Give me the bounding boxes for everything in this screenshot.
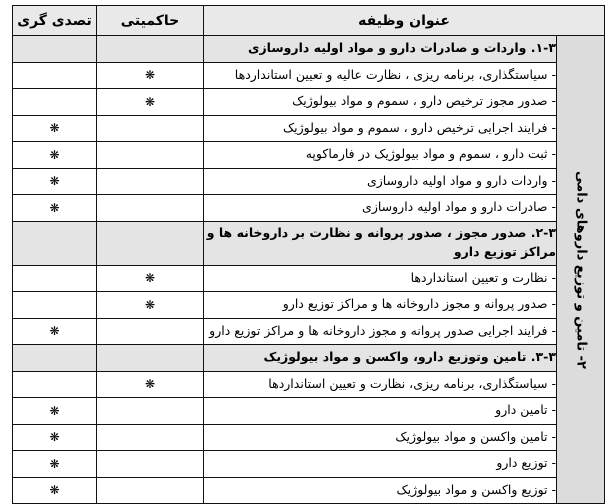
task-text: - صادرات دارو و مواد اولیه داروسازی (204, 195, 557, 222)
category-label: ۲- تامین و توزیع داروهای دامی (573, 170, 588, 369)
tasadi-mark (13, 265, 97, 292)
task-text: - سیاستگذاری، برنامه ریزی ، نظارت عالیه و تعیین استانداردها (204, 62, 557, 89)
task-text: - توزیع دارو (204, 451, 557, 478)
tasadi-mark (13, 62, 97, 89)
tasadi-mark: ❋ (13, 168, 97, 195)
table-body (13, 36, 605, 504)
section-title: ۳-۳. تامین وتوزیع دارو، واکسن و مواد بیولوژیک (204, 345, 557, 372)
tasadi-mark (13, 292, 97, 319)
table-row (13, 318, 605, 345)
section-row (13, 345, 605, 372)
hakemiyati-mark: ❋ (97, 62, 204, 89)
section-row (13, 221, 605, 265)
hakemiyati-mark: ❋ (97, 265, 204, 292)
hakemiyati-mark: ❋ (97, 89, 204, 116)
hakemiyati-mark (97, 345, 204, 372)
tasadi-mark: ❋ (13, 477, 97, 504)
hakemiyati-mark (97, 398, 204, 425)
hakemiyati-mark (97, 168, 204, 195)
tasadi-mark (13, 89, 97, 116)
table-row (13, 62, 605, 89)
tasadi-mark: ❋ (13, 451, 97, 478)
task-text: - تامین واکسن و مواد بیولوژیک (204, 424, 557, 451)
task-text: - فرایند اجرایی ترخیص دارو ، سموم و مواد بیولوژیک (204, 115, 557, 142)
task-text: - نظارت و تعیین استانداردها (204, 265, 557, 292)
tasadi-mark (13, 221, 97, 265)
header-hakemiyati: حاکمیتی (97, 6, 204, 36)
hakemiyati-mark (97, 451, 204, 478)
tasadi-mark: ❋ (13, 142, 97, 169)
tasadi-mark (13, 345, 97, 372)
tasadi-mark: ❋ (13, 195, 97, 222)
table-row (13, 398, 605, 425)
tasadi-mark: ❋ (13, 398, 97, 425)
category-cell (557, 36, 605, 504)
hakemiyati-mark (97, 115, 204, 142)
task-text: - واردات دارو و مواد اولیه داروسازی (204, 168, 557, 195)
section-row (13, 36, 605, 63)
hakemiyati-mark (97, 477, 204, 504)
tasadi-mark: ❋ (13, 318, 97, 345)
hakemiyati-mark: ❋ (97, 292, 204, 319)
table-row (13, 424, 605, 451)
hakemiyati-mark: ❋ (97, 371, 204, 398)
task-text: - صدور مجوز ترخیص دارو ، سموم و مواد بیولوژیک (204, 89, 557, 116)
hakemiyati-mark (97, 221, 204, 265)
hakemiyati-mark (97, 424, 204, 451)
section-title: ۲-۳. صدور مجوز ، صدور پروانه و نظارت بر داروخانه ها و مراکز توزیع دارو (204, 221, 557, 265)
table-row (13, 89, 605, 116)
section-title: ۱-۳. واردات و صادرات دارو و مواد اولیه داروسازی (204, 36, 557, 63)
header-row (13, 6, 605, 36)
tasadi-mark (13, 371, 97, 398)
table-row (13, 477, 605, 504)
table-row (13, 265, 605, 292)
table-row (13, 292, 605, 319)
table-row (13, 142, 605, 169)
table-row (13, 451, 605, 478)
table-row (13, 371, 605, 398)
table-row (13, 115, 605, 142)
task-text: - سیاستگذاری، برنامه ریزی، نظارت و تعیین استانداردها (204, 371, 557, 398)
task-text: - ثبت دارو ، سموم و مواد بیولوژیک در فارماکوپه (204, 142, 557, 169)
hakemiyati-mark (97, 36, 204, 63)
tasadi-mark: ❋ (13, 424, 97, 451)
hakemiyati-mark (97, 318, 204, 345)
table-row (13, 168, 605, 195)
table-row (13, 195, 605, 222)
tasadi-mark (13, 36, 97, 63)
tasadi-mark: ❋ (13, 115, 97, 142)
task-text: - صدور پروانه و مجوز داروخانه ها و مراکز توزیع دارو (204, 292, 557, 319)
header-tasadi: تصدی گری (13, 6, 97, 36)
header-title: عنوان وظیفه (204, 6, 605, 36)
task-table (12, 5, 605, 504)
task-text: - فرایند اجرایی صدور پروانه و مجوز داروخانه ها و مراکز توزیع دارو (204, 318, 557, 345)
hakemiyati-mark (97, 142, 204, 169)
hakemiyati-mark (97, 195, 204, 222)
task-text: - تامین دارو (204, 398, 557, 425)
task-text: - توزیع واکسن و مواد بیولوژیک (204, 477, 557, 504)
